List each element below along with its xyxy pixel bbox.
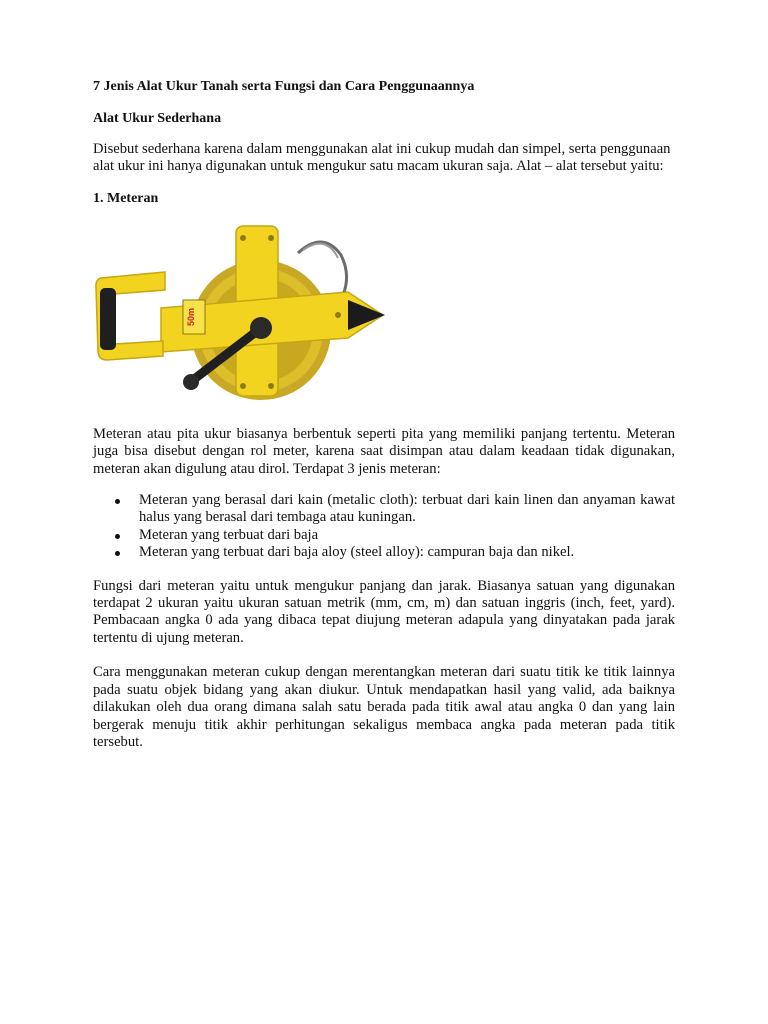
list-item	[93, 492, 675, 527]
document-title: 7 Jenis Alat Ukur Tanah serta Fungsi dan Cara Penggunaannya	[93, 79, 475, 94]
handle-grip	[100, 288, 116, 350]
list-item-text: Meteran yang terbuat dari baja aloy (steel alloy): campuran baja dan nikel.	[139, 544, 575, 561]
paragraph-function: Fungsi dari meteran yaitu untuk mengukur panjang dan jarak. Biasanya satuan yang digunakan terdapat 2 ukuran yaitu ukuran satuan metrik (mm, cm, m) dan satuan inggris (inch, feet, yard). Pembacaan angka 0 ada yang dibaca tepat diujung meteran adapula yang dinyatakan pada jarak tertentu di ujung meteran.	[93, 577, 675, 646]
list-item-text: Meteran yang berasal dari kain (metalic cloth): terbuat dari kain linen dan anyaman kawat halus yang berasal dari tembaga atau kuningan.	[139, 492, 675, 526]
tape-measure-illustration	[93, 220, 393, 410]
bullet-icon	[115, 534, 120, 539]
meteran-types-list	[93, 492, 675, 562]
paragraph-description: Meteran atau pita ukur biasanya berbentuk seperti pita yang memiliki panjang tertentu. Meteran juga bisa disebut dengan rol meter, karena saat disimpan atau dalam keadaan tidak digunakan, meteran akan digulung atau dirol. Terdapat 3 jenis meteran:	[93, 425, 675, 477]
list-item	[93, 527, 675, 544]
section-subtitle: Alat Ukur Sederhana	[93, 111, 222, 126]
crank-hub	[250, 317, 272, 339]
list-item-text: Meteran yang terbuat dari baja	[139, 526, 319, 543]
section-heading-meteran: 1. Meteran	[93, 190, 159, 206]
crank-knob	[183, 374, 199, 390]
intro-paragraph: Disebut sederhana karena dalam menggunakan alat ini cukup mudah dan simpel, serta penggunaan alat ukur ini hanya digunakan untuk mengukur satu macam ukuran saja. Alat – alat tersebut yaitu:	[93, 141, 671, 175]
list-item	[93, 544, 675, 561]
bullet-icon	[115, 551, 120, 556]
paragraph-usage: Cara menggunakan meteran cukup dengan merentangkan meteran dari suatu titik ke titik lainnya pada suatu objek bidang yang akan diukur. Untuk mendapatkan hasil yang valid, ada baiknya dilakukan oleh dua orang dimana salah satu berada pada titik awal atau angka 0 dan yang lain bergerak menuju titik akhir perhitungan sekaligus membaca angka pada meteran pada titik tersebut.	[93, 664, 675, 750]
meteran-image	[93, 220, 393, 410]
document-page	[93, 78, 675, 751]
tape-length-label: 50m	[186, 307, 196, 326]
bullet-icon	[115, 499, 120, 504]
